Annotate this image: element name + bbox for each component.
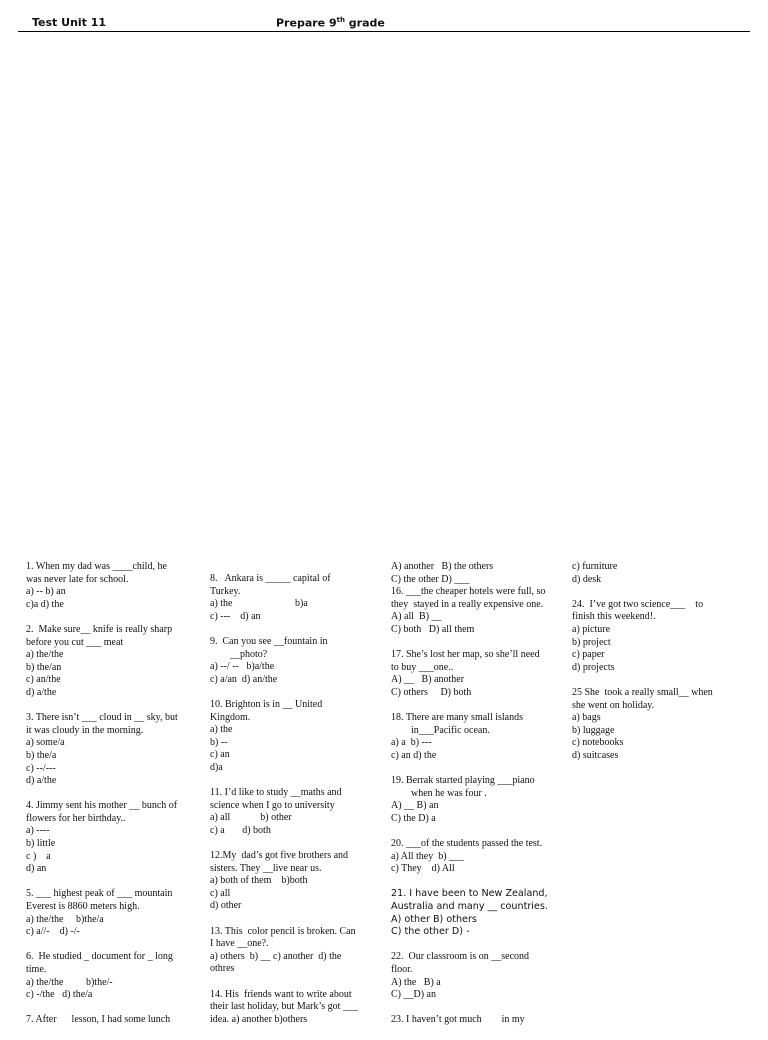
question-9: 9. Can you see __fountain in __photo? a) --/ -- b)a/the c) a/an d) an/the (210, 635, 328, 685)
question-23-options: c) furniture d) desk (572, 561, 618, 585)
question-23: 23. I haven’t got much in my (391, 1014, 525, 1026)
question-25: 25 She took a really small__ when she went on holiday. a) bags b) luggage c) notebooks d) suitcases (572, 686, 713, 761)
grade-title: Prepare 9th grade (276, 16, 385, 30)
question-5: 5. ___ highest peak of ___ mountain Everest is 8860 meters high. a) the/the b)the/a c) a//- d) -/- (26, 888, 173, 938)
question-21: 21. I have been to New Zealand, Australia and many __ countries. A) other B) others C) the other D) - (391, 888, 548, 938)
page-header (18, 14, 750, 32)
question-16: 16. ___the cheaper hotels were full, so they stayed in a really expensive one. A) all B) __ C) both D) all them (391, 586, 546, 635)
question-2: 2. Make sure__ knife is really sharp before you cut ___ meat a) the/the b) the/an c) an/the d) a/the (26, 623, 173, 698)
question-20: 20. ___of the students passed the test. a) All they b) ___ c) They d) All (391, 838, 543, 875)
column-3 (391, 561, 563, 1040)
question-18: 18. There are many small islands in___Pacific ocean. a) a b) --- c) an d) the (391, 712, 524, 761)
question-24: 24. I’ve got two science___ to finish this weekend!. a) picture b) project c) paper d) projects (572, 598, 704, 673)
question-6: 6. He studied _ document for _ long time. a) the/the b)the/- c) -/the d) the/a (26, 951, 173, 1001)
question-4: 4. Jimmy sent his mother __ bunch of flowers for her birthday.. a) ---- b) little c ) a d) an (26, 800, 178, 875)
column-2 (210, 561, 380, 1039)
question-17: 17. She’s lost her map, so she’ll need to buy ___one.. A) __ B) another C) others D) both (391, 649, 540, 698)
test-title: Test Unit 11 (32, 16, 107, 29)
question-11: 11. I’d like to study __maths and science when I go to university a) all b) other c) a d) both (210, 787, 342, 836)
question-13: 13. This color pencil is broken. Can I have __one?. a) others b) __ c) another d) the othres (210, 925, 356, 975)
question-1: 1. When my dad was ____child, he was never late for school. a) -- b) an c)a d) the (26, 561, 167, 610)
question-12: 12.My dad’s got five brothers and sisters. They __live near us. a) both of them b)both c) all d) other (210, 850, 349, 912)
column-4 (572, 561, 742, 775)
question-19: 19. Berrak started playing ___piano when he was four . A) __ B) an C) the D) a (391, 775, 535, 824)
question-22: 22. Our classroom is on __second floor. A) the B) a C) __D) an (391, 951, 530, 1001)
question-7: 7. After lesson, I had some lunch (26, 1014, 171, 1026)
question-14: 14. His friends want to write about their last holiday, but Mark’s got ___ idea. a) another b)others (210, 988, 358, 1025)
question-10: 10. Brighton is in __ United Kingdom. a) the b) -- c) an d)a (210, 698, 323, 773)
question-8: 8. Ankara is _____ capital of Turkey. a) the b)a c) --- d) an (210, 573, 331, 622)
column-1 (26, 561, 198, 1040)
question-3: 3. There isn’t ___ cloud in __ sky, but it was cloudy in the morning. a) some/a b) the/a c) --/--- d) a/the (26, 712, 178, 787)
question-15-options: A) another B) the others C) the other D) ___ (391, 561, 494, 585)
